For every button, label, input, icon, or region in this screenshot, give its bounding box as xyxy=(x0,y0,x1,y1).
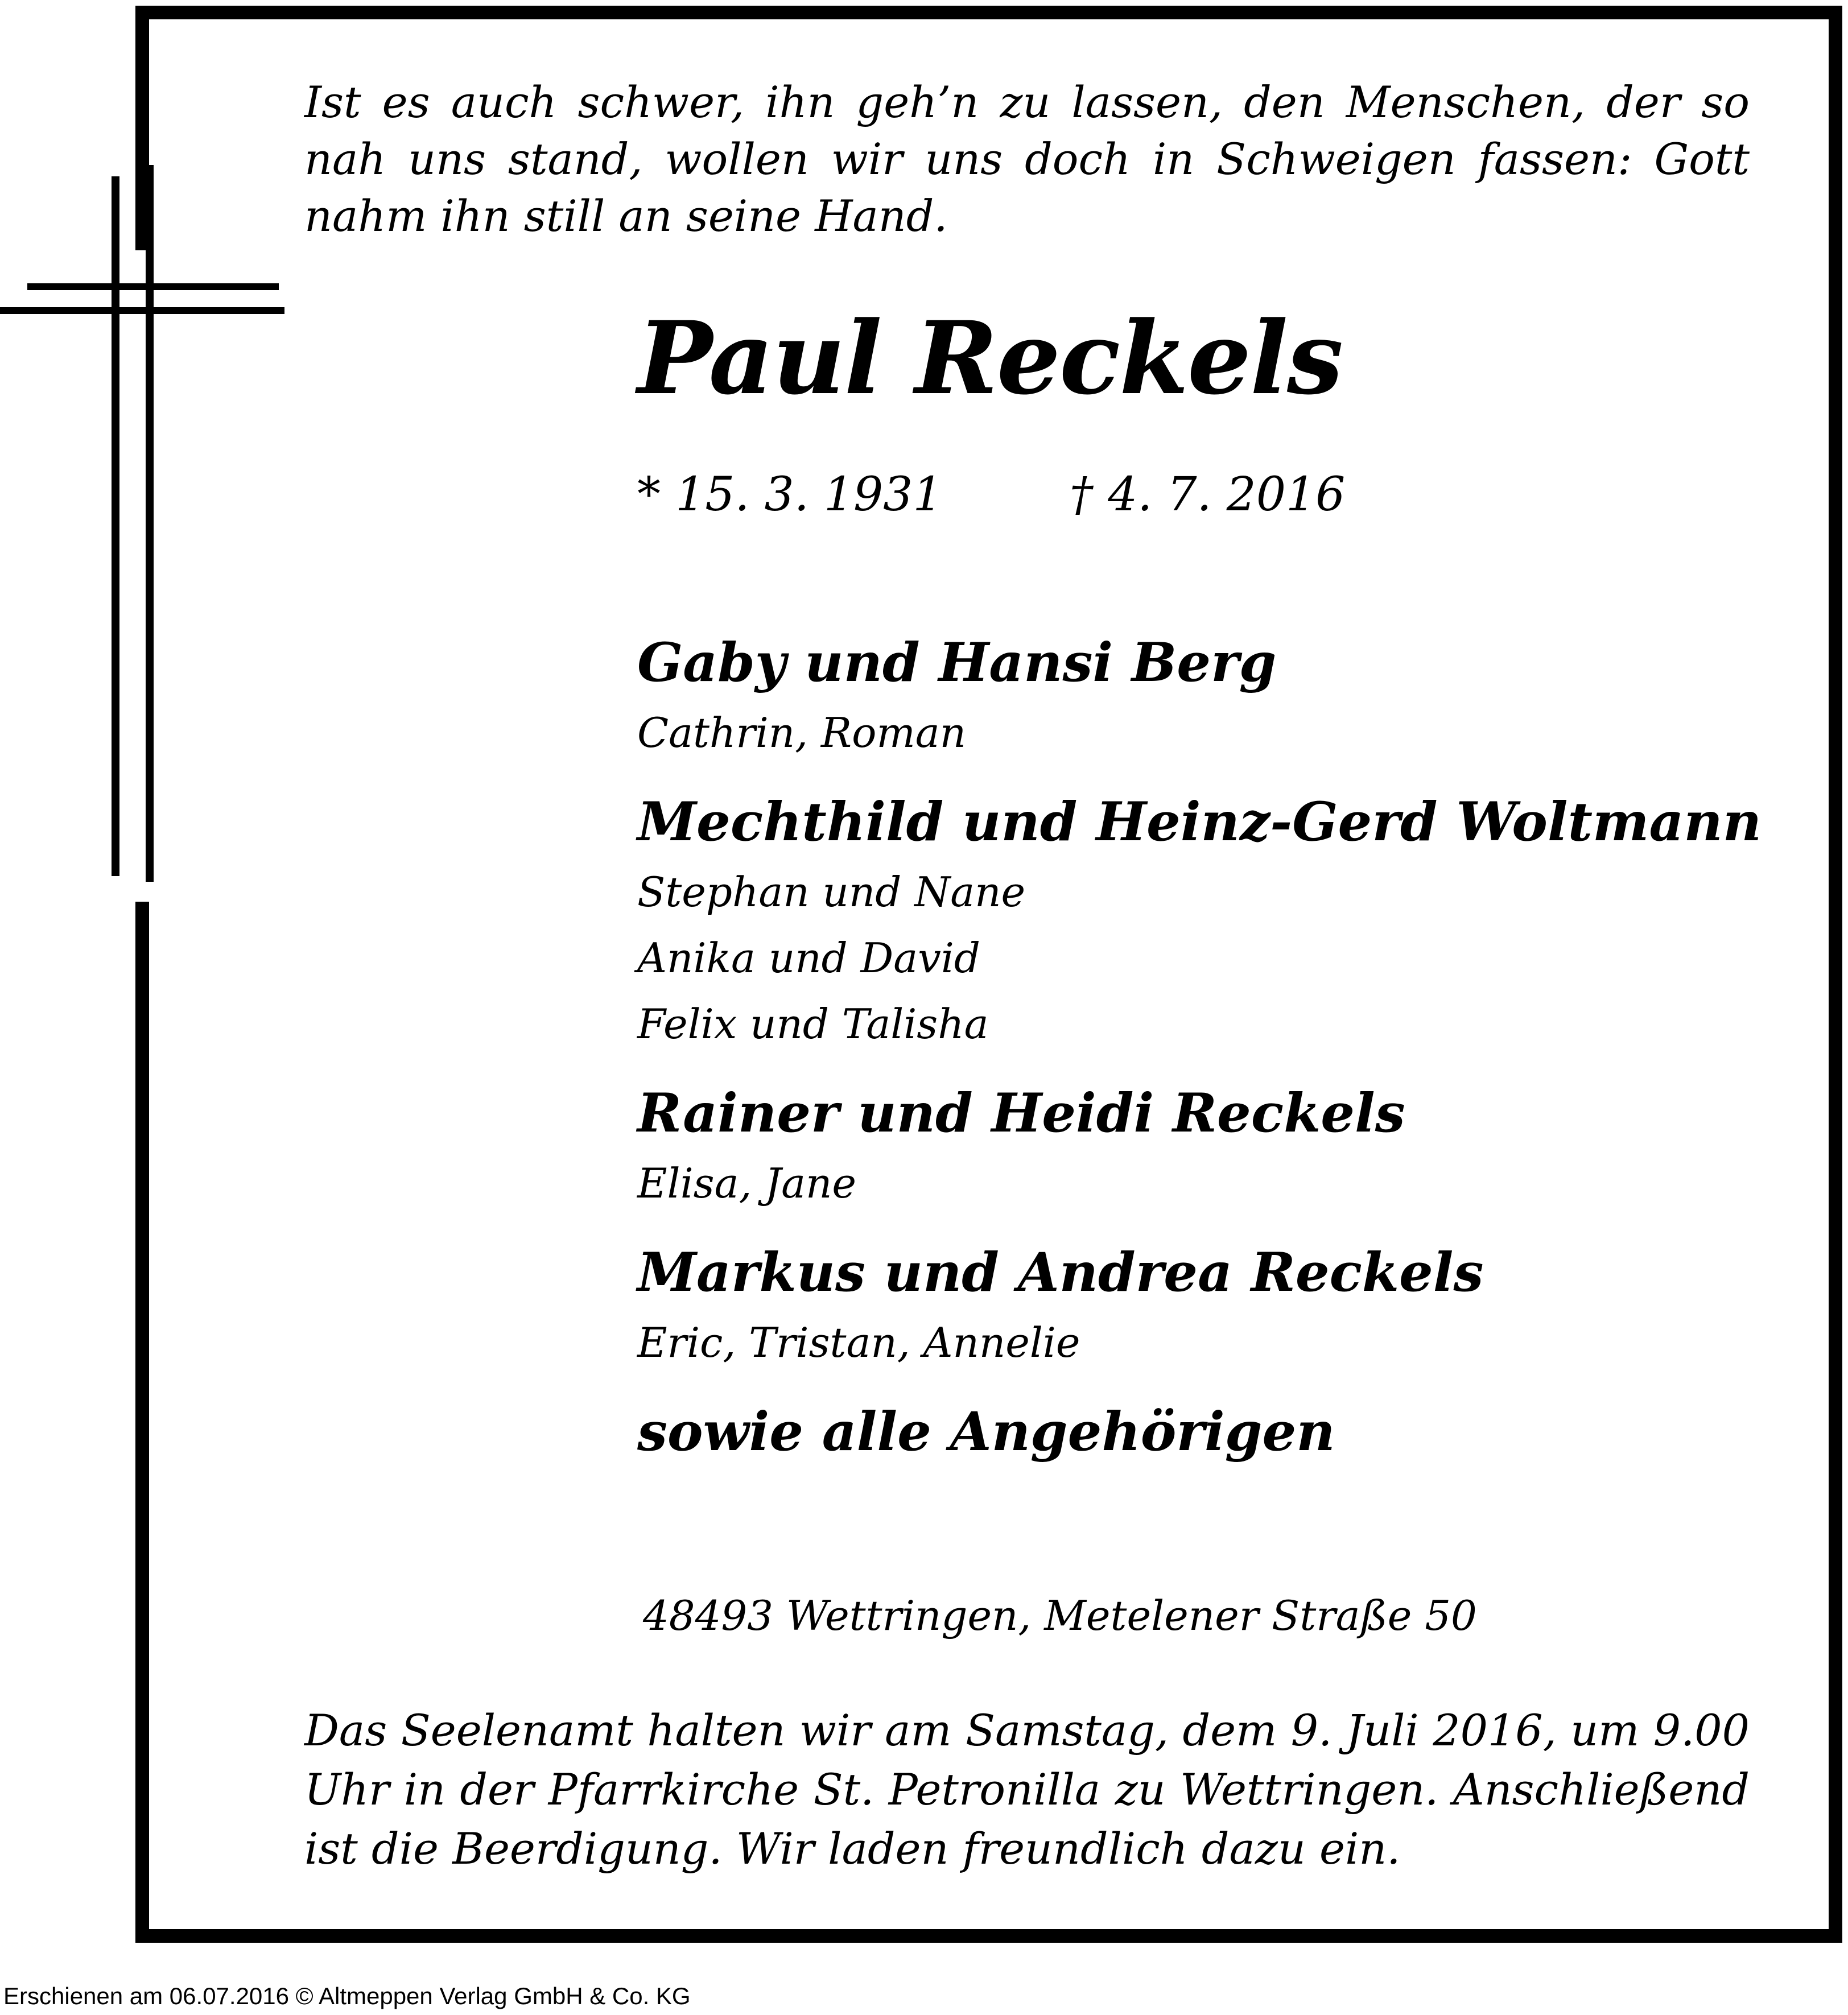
address: 48493 Wettringen, Metelener Straße 50 xyxy=(643,1592,1477,1640)
family-member: Anika und David xyxy=(637,934,980,982)
border-left-lower xyxy=(135,902,149,1943)
cross-icon xyxy=(0,165,284,882)
family-member: Elisa, Jane xyxy=(637,1159,857,1207)
family-member: Felix und Talisha xyxy=(637,1000,989,1048)
family-head: Markus und Andrea Reckels xyxy=(637,1241,1484,1304)
family-group xyxy=(637,1076,1804,1216)
border-right xyxy=(1829,6,1842,1943)
publication-footer: Erschienen am 06.07.2016 © Altmeppen Verlag GmbH & Co. KG xyxy=(3,1983,691,2009)
family-member: Cathrin, Roman xyxy=(637,709,967,757)
border-bottom xyxy=(135,1929,1842,1943)
family-head: Mechthild und Heinz-Gerd Woltmann xyxy=(637,791,1762,853)
family-head: Gaby und Hansi Berg xyxy=(637,631,1277,694)
family-head: Rainer und Heidi Reckels xyxy=(637,1082,1405,1145)
border-top xyxy=(135,6,1842,19)
family-group xyxy=(637,1236,1804,1376)
birth-date: * 15. 3. 1931 xyxy=(637,468,943,522)
family-group xyxy=(637,785,1804,1057)
service-notice: Das Seelenamt halten wir am Samstag, dem 9. Juli 2016, um 9.00 Uhr in der Pfarrkirche St. Petronilla zu Wettringen. Anschließend ist die Beerdigung. Wir laden freundlich dazu ein. xyxy=(304,1705,1750,1874)
deceased-name: Paul Reckels xyxy=(637,299,1343,417)
family-group xyxy=(637,626,1804,766)
relatives-line: sowie alle Angehörigen xyxy=(637,1401,1335,1463)
life-dates xyxy=(637,466,1346,523)
memorial-verse: Ist es auch schwer, ihn geh’n zu lassen, den Menschen, der so nah uns stand, wollen wir uns doch in Schweigen fassen: Gott nahm ihn still an seine Hand. xyxy=(304,77,1750,241)
death-date: † 4. 7. 2016 xyxy=(1070,468,1346,522)
family-member: Stephan und Nane xyxy=(637,868,1026,916)
family-member: Eric, Tristan, Annelie xyxy=(637,1319,1080,1366)
mourners-list xyxy=(637,626,1804,1469)
